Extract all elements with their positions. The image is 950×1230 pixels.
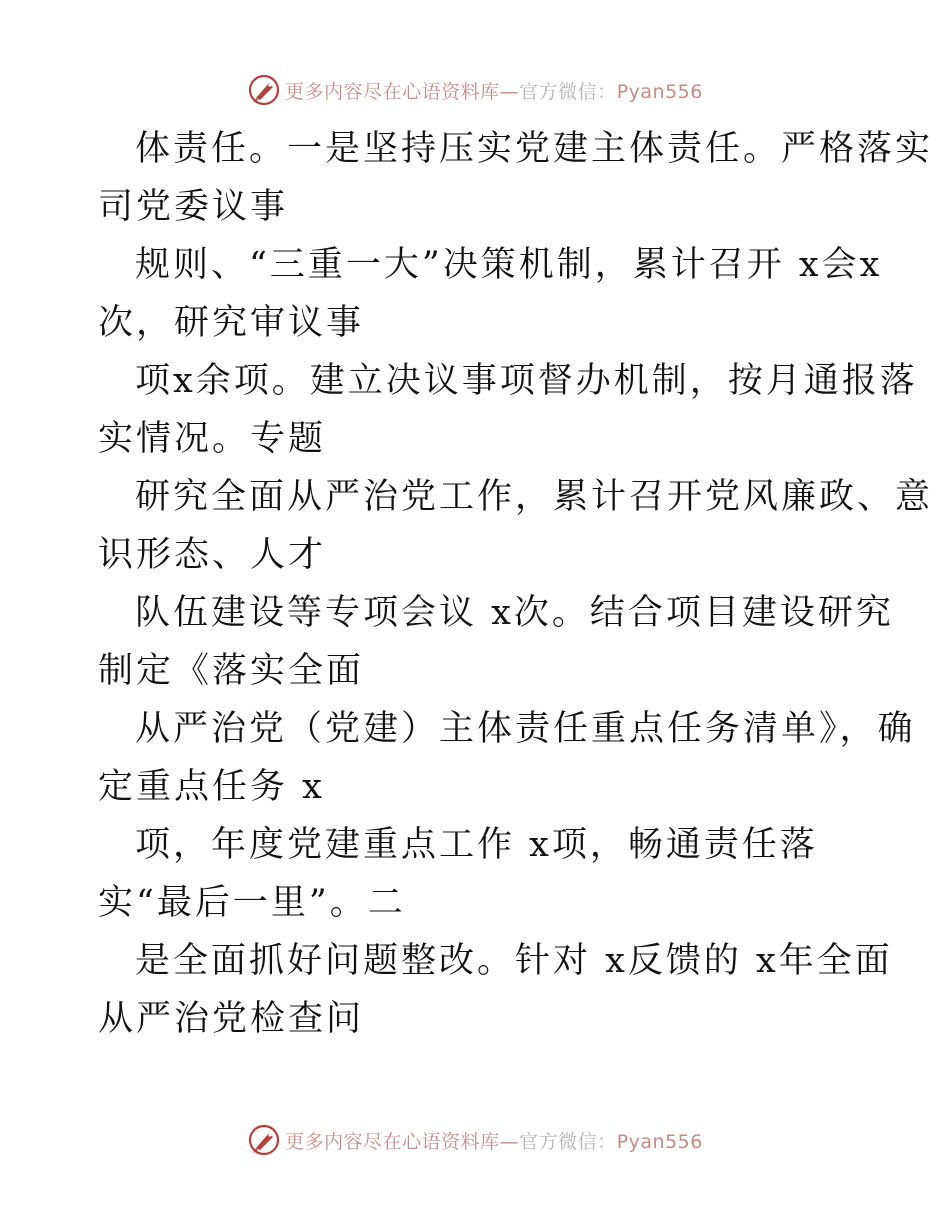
- body-text-line: 研究全面从严治党工作，累计召开党风廉政、意: [135, 477, 934, 517]
- banner-wechat-id: Pyan556: [616, 80, 703, 103]
- body-text-line: 项x余项。建立决议事项督办机制，按月通报落: [135, 361, 918, 401]
- banner-wechat-label: 官方微信：: [519, 80, 617, 103]
- body-text-line: 规则、“三重一大”决策机制，累计召开 x会x: [135, 245, 883, 285]
- body-text-line: 项，年度党建重点工作 x项，畅通责任落: [135, 825, 818, 865]
- pen-nib-logo-icon: [247, 73, 281, 107]
- document-body: [98, 120, 934, 1048]
- banner-main-text: 更多内容尽在心语资料库: [285, 80, 500, 103]
- body-text-line: 从严治党检查问: [98, 999, 365, 1039]
- footer-banner: [0, 1120, 950, 1160]
- body-text-line: 队伍建设等专项会议 x次。结合项目建设研究: [135, 593, 894, 633]
- body-text-line: 是全面抓好问题整改。针对 x反馈的 x年全面: [135, 941, 893, 981]
- body-text-line: 体责任。一是坚持压实党建主体责任。严格落实: [135, 129, 934, 169]
- pen-nib-logo-icon: [247, 1123, 281, 1157]
- banner-main-text: 更多内容尽在心语资料库: [285, 1130, 500, 1153]
- body-text-line: 实“最后一里”。二: [98, 883, 406, 923]
- banner-dash: —: [499, 80, 520, 103]
- body-text-line: 从严治党（党建）主体责任重点任务清单》，确: [135, 709, 916, 749]
- body-text-line: 司党委议事: [98, 187, 289, 227]
- body-text-line: 实情况。专题: [98, 419, 327, 459]
- banner-wechat-label: 官方微信：: [519, 1130, 617, 1153]
- banner-wechat-id: Pyan556: [616, 1130, 703, 1153]
- body-text-line: 制定《落实全面: [98, 651, 365, 691]
- banner-dash: —: [499, 1130, 520, 1153]
- body-text-line: 次，研究审议事: [98, 303, 365, 343]
- body-text-line: 识形态、人才: [98, 535, 327, 575]
- header-banner: [0, 70, 950, 110]
- body-text-line: 定重点任务 x: [98, 767, 325, 807]
